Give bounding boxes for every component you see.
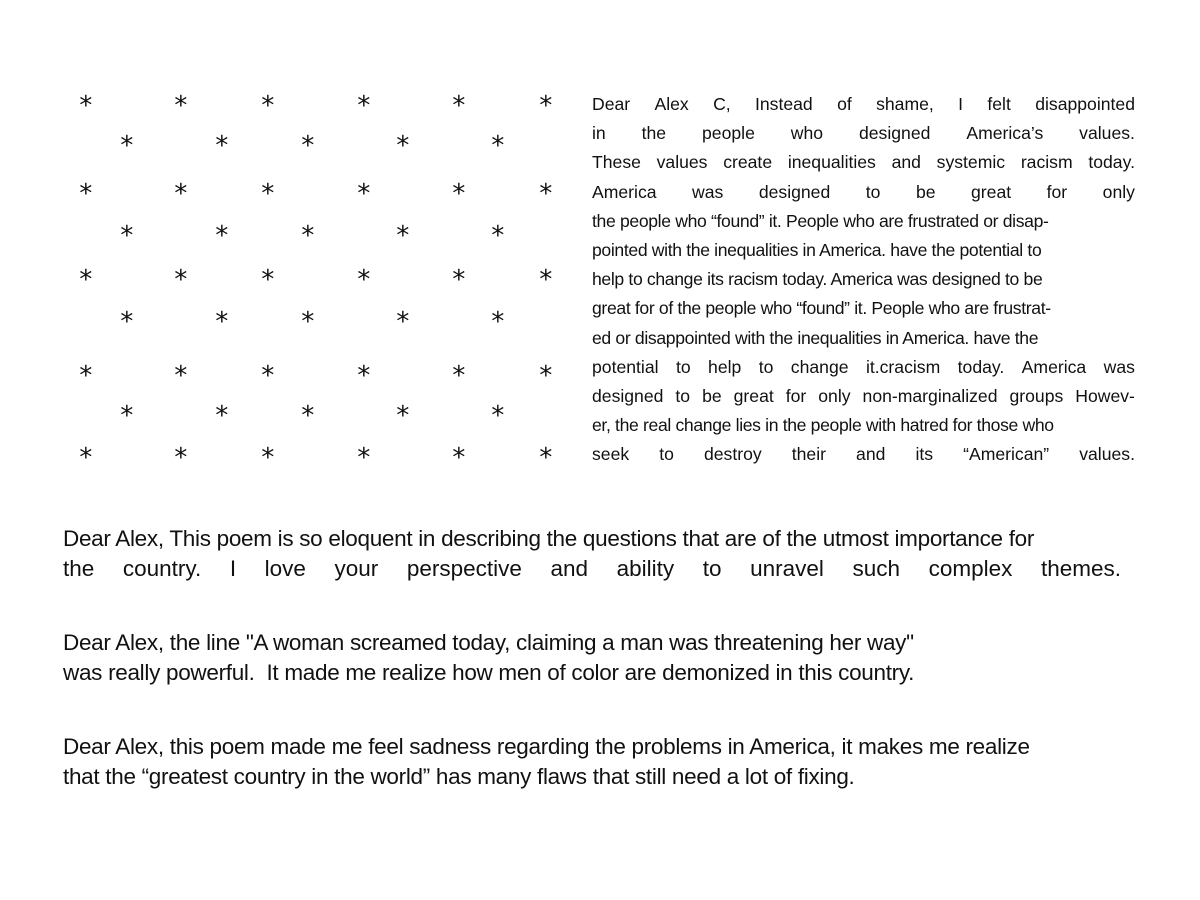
letter-line: These values create inequalities and systemic racism today. xyxy=(592,152,1135,173)
star-glyph: * xyxy=(451,361,467,391)
star-glyph: * xyxy=(451,179,467,209)
comment-line: Dear Alex, this poem made me feel sadness regarding the problems in America, it makes me realize xyxy=(63,734,1030,759)
star-glyph: * xyxy=(451,91,467,121)
star-glyph: * xyxy=(119,131,135,161)
star-glyph: * xyxy=(490,221,506,251)
star-glyph: * xyxy=(356,443,372,473)
star-glyph: * xyxy=(173,265,189,295)
star-glyph: * xyxy=(490,131,506,161)
star-glyph: * xyxy=(538,361,554,391)
letter-line: the people who “found” it. People who are frustrated or disap- xyxy=(592,210,1049,231)
letter-line: potential to help to change it.cracism today. America was xyxy=(592,356,1135,377)
star-glyph: * xyxy=(173,361,189,391)
star-glyph: * xyxy=(78,179,94,209)
star-glyph: * xyxy=(395,307,411,337)
star-glyph: * xyxy=(300,221,316,251)
star-glyph: * xyxy=(490,401,506,431)
star-glyph: * xyxy=(214,307,230,337)
star-glyph: * xyxy=(173,179,189,209)
letter-line: seek to destroy their and its “American” values. xyxy=(592,444,1135,465)
star-glyph: * xyxy=(260,265,276,295)
star-glyph: * xyxy=(119,221,135,251)
letter-line: er, the real change lies in the people with hatred for those who xyxy=(592,415,1054,436)
letter-line: designed to be great for only non-marginalized groups Howev- xyxy=(592,385,1135,406)
star-glyph: * xyxy=(356,265,372,295)
letter-line: America was designed to be great for only xyxy=(592,181,1135,202)
star-glyph: * xyxy=(356,361,372,391)
star-glyph: * xyxy=(538,179,554,209)
star-glyph: * xyxy=(300,307,316,337)
star-glyph: * xyxy=(119,401,135,431)
letter-line: ed or disappointed with the inequalities in America. have the xyxy=(592,327,1039,348)
star-glyph: * xyxy=(260,91,276,121)
star-glyph: * xyxy=(451,265,467,295)
comments-section xyxy=(63,524,1121,836)
letter-line: in the people who designed America’s values. xyxy=(592,123,1135,144)
letter-line: Dear Alex C, Instead of shame, I felt disappointed xyxy=(592,94,1135,114)
comment-3 xyxy=(63,732,1121,792)
star-glyph: * xyxy=(214,221,230,251)
star-glyph: * xyxy=(78,91,94,121)
letter-line: pointed with the inequalities in America. have the potential to xyxy=(592,239,1042,260)
letter-line: help to change its racism today. America was designed to be xyxy=(592,269,1043,290)
comment-line: the country. I love your perspective and ability to unravel such complex themes. xyxy=(63,556,1121,581)
letter-block xyxy=(592,90,1135,469)
star-glyph: * xyxy=(538,443,554,473)
comment-1 xyxy=(63,524,1121,584)
star-glyph: * xyxy=(300,131,316,161)
star-glyph: * xyxy=(451,443,467,473)
star-glyph: * xyxy=(78,443,94,473)
star-glyph: * xyxy=(395,401,411,431)
star-glyph: * xyxy=(356,179,372,209)
star-glyph: * xyxy=(214,131,230,161)
star-glyph: * xyxy=(78,265,94,295)
star-glyph: * xyxy=(395,131,411,161)
star-glyph: * xyxy=(78,361,94,391)
star-glyph: * xyxy=(300,401,316,431)
star-glyph: * xyxy=(119,307,135,337)
comment-2 xyxy=(63,628,1121,688)
star-glyph: * xyxy=(395,221,411,251)
star-glyph: * xyxy=(173,443,189,473)
star-glyph: * xyxy=(356,91,372,121)
star-glyph: * xyxy=(214,401,230,431)
comment-line: Dear Alex, This poem is so eloquent in describing the questions that are of the utmost importance for xyxy=(63,526,1035,551)
star-glyph: * xyxy=(173,91,189,121)
comment-line: that the “greatest country in the world” has many flaws that still need a lot of fixing. xyxy=(63,764,855,789)
star-glyph: * xyxy=(260,443,276,473)
star-glyph: * xyxy=(538,91,554,121)
star-glyph: * xyxy=(260,179,276,209)
comment-line: Dear Alex, the line "A woman screamed today, claiming a man was threatening her way" xyxy=(63,630,914,655)
star-glyph: * xyxy=(490,307,506,337)
letter-line: great for of the people who “found” it. People who are frustrat- xyxy=(592,298,1051,319)
star-glyph: * xyxy=(538,265,554,295)
comment-line: was really powerful. It made me realize how men of color are demonized in this country. xyxy=(63,660,915,685)
star-field xyxy=(60,80,570,480)
star-glyph: * xyxy=(260,361,276,391)
